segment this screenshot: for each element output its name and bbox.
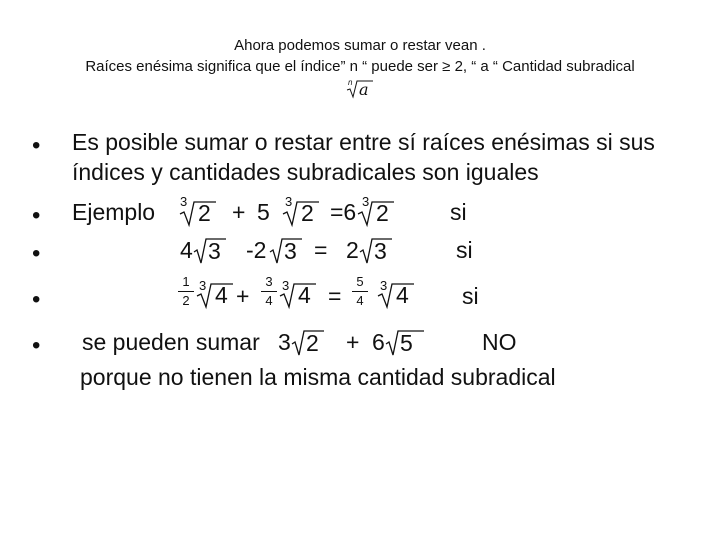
root-radicand: 3	[284, 238, 297, 264]
bullet-3-marker: •	[32, 240, 41, 267]
bullet-1-line-1: Es posible sumar o restar entre sí raíces enésimas si sus	[72, 129, 655, 155]
bullet-1-line-2: índices y cantidades subradicales son iguales	[72, 159, 539, 185]
plus-sign: +	[236, 283, 250, 309]
example-label: Ejemplo	[72, 199, 156, 225]
root-radicand: 2	[306, 330, 319, 356]
cube-root-2-a	[180, 196, 220, 228]
coefficient: 4	[180, 237, 193, 263]
fraction-5-4	[352, 275, 368, 308]
plus-sign: +	[346, 329, 360, 355]
cube-root-4-c	[378, 280, 418, 312]
slide-title-line-2: Raíces enésima significa que el índice” n “ puede ser ≥ 2, “ a “ Cantidad subradical	[85, 58, 635, 75]
square-root-2	[292, 326, 328, 358]
fraction-denominator: 4	[356, 293, 364, 308]
cube-root-4-a	[197, 280, 237, 312]
answer-no: NO	[482, 329, 517, 355]
root-index: 3	[180, 194, 188, 209]
equals-sign: =	[328, 283, 342, 309]
root-index: 3	[362, 194, 370, 209]
fraction-numerator: 3	[261, 275, 277, 292]
bullet-1-marker: •	[32, 132, 41, 159]
coefficient: -2	[246, 237, 267, 263]
root-index: n	[348, 78, 353, 87]
root-radicand: 2	[376, 200, 389, 226]
cube-root-2-c	[358, 196, 398, 228]
bullet-2-marker: •	[32, 202, 41, 229]
bullet-5-marker: •	[32, 332, 41, 359]
equals-coefficient: =6	[330, 199, 357, 225]
answer-si: si	[456, 237, 473, 263]
can-be-added-text: se pueden sumar	[82, 329, 260, 355]
root-radicand: 5	[400, 330, 413, 356]
cube-root-2-b	[283, 196, 323, 228]
bullet-5-line-2: porque no tienen la misma cantidad subradical	[80, 364, 556, 390]
root-radicand: a	[359, 80, 369, 99]
plus-sign: +	[232, 199, 246, 225]
root-index: 3	[282, 278, 290, 293]
square-root-3-b	[270, 234, 306, 266]
coefficient: 6	[372, 329, 385, 355]
fraction-3-4	[261, 275, 277, 308]
cube-root-4-b	[280, 280, 320, 312]
coefficient: 3	[278, 329, 291, 355]
root-radicand: 3	[374, 238, 387, 264]
fraction-numerator: 1	[178, 275, 194, 292]
square-root-3-a	[194, 234, 230, 266]
square-root-5	[386, 326, 426, 358]
fraction-denominator: 4	[265, 293, 273, 308]
root-radicand: 2	[198, 200, 211, 226]
bullet-4-marker: •	[32, 286, 41, 313]
fraction-1-2	[178, 275, 194, 308]
nth-root-notation	[345, 78, 375, 100]
root-radicand: 4	[215, 282, 228, 308]
root-radicand: 4	[396, 282, 409, 308]
root-index: 3	[285, 194, 293, 209]
slide-title-line-1: Ahora podemos sumar o restar vean .	[234, 37, 486, 54]
coefficient: 2	[346, 237, 359, 263]
root-radicand: 2	[301, 200, 314, 226]
root-index: 3	[199, 278, 207, 293]
answer-si: si	[450, 199, 467, 225]
fraction-numerator: 5	[352, 275, 368, 292]
root-index: 3	[380, 278, 388, 293]
coefficient: 5	[257, 199, 270, 225]
root-radicand: 4	[298, 282, 311, 308]
equals-sign: =	[314, 237, 328, 263]
fraction-denominator: 2	[182, 293, 190, 308]
square-root-3-c	[360, 234, 396, 266]
root-radicand: 3	[208, 238, 221, 264]
answer-si: si	[462, 283, 479, 309]
